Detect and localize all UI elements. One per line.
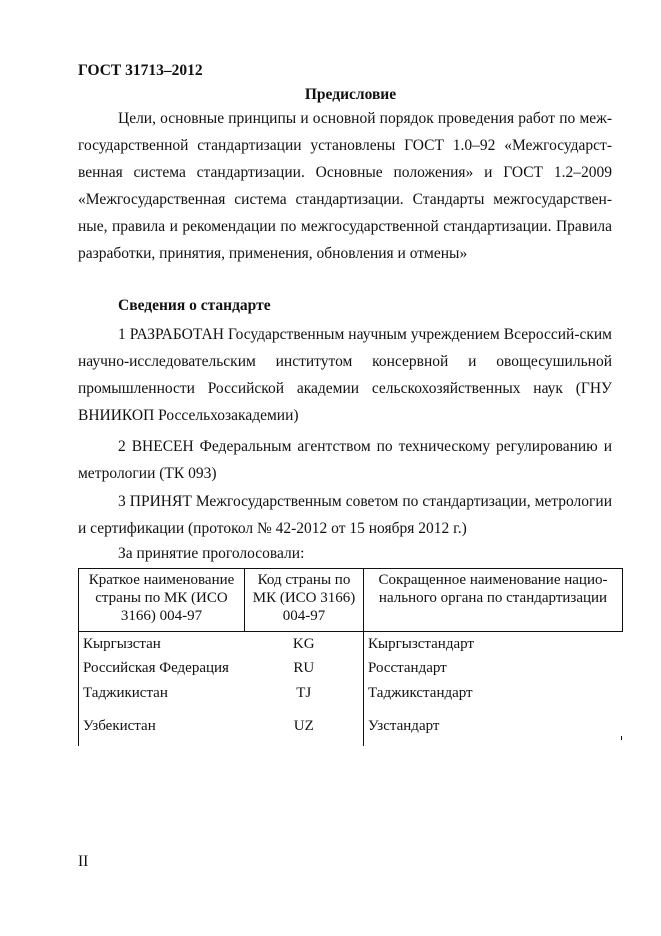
code-cell: TJ [296, 684, 312, 701]
info-item-introduced: 2 ВНЕСЕН Федеральным агентством по техническому регулированию и метрологии (ТК 093) [78, 438, 612, 482]
vote-table-header [79, 569, 623, 632]
body-cell: Таджикстандарт [364, 680, 623, 706]
table-row [79, 680, 623, 706]
voted-label: За принятие проголосовали: [118, 545, 305, 562]
country-cell: Российская Федерация [79, 656, 245, 680]
table-row [79, 706, 623, 746]
foreword-text: Цели, основные принципы и основной порядок проведения работ по меж-государственной стандартизации установлены ГОСТ 1.0–92 «Межгосударст-венная система стандартизации. Основные положения» и ГОСТ 1.2–2009 «Межгосударственная система стандартизации. Стандарты межгосударствен-ные, правила и рекомендации по межгосударственной стандартизации. Правила разработки, принятия, применения, обновления и отмены» [78, 110, 612, 262]
foreword-title: Предисловие [304, 86, 397, 103]
header-code: Код страны по МК (ИСО 3166) 004-97 [245, 569, 364, 632]
country-cell: Таджикистан [79, 680, 245, 706]
code-cell: UZ [293, 717, 314, 734]
body-cell: Кыргызстандарт [364, 632, 623, 656]
standard-info-title: Сведения о стандарте [118, 297, 271, 314]
table-corner-mark [621, 736, 622, 740]
body-cell: Росстандарт [364, 656, 623, 680]
header-country: Краткое наименование страны по МК (ИСО 3166) 004-97 [79, 569, 245, 632]
code-cell: RU [293, 659, 315, 676]
info-item-adopted: 3 ПРИНЯТ Межгосударственным советом по стандартизации, метрологии и сертификации (протокол № 42-2012 от 15 ноября 2012 г.) [78, 493, 612, 537]
code-cell: KG [292, 635, 315, 652]
info-item-developed: 1 РАЗРАБОТАН Государственным научным учреждением Всероссий-ским научно-исследовательским институтом консервной и овощесушильной промышленности Российской академии сельскохозяйственных наук (ГНУ ВНИИКОП Россельхозакадемии) [78, 326, 612, 424]
vote-table [78, 568, 623, 746]
country-cell: Узбекистан [79, 706, 245, 746]
table-row [79, 656, 623, 680]
header-body: Сокращенное наименование нацио-нального органа по стандартизации [364, 569, 623, 632]
body-cell: Узстандарт [364, 706, 623, 746]
table-row [79, 632, 623, 656]
standard-code: ГОСТ 31713–2012 [78, 62, 203, 79]
country-cell: Кыргызстан [79, 632, 245, 656]
page-number: II [78, 853, 89, 870]
